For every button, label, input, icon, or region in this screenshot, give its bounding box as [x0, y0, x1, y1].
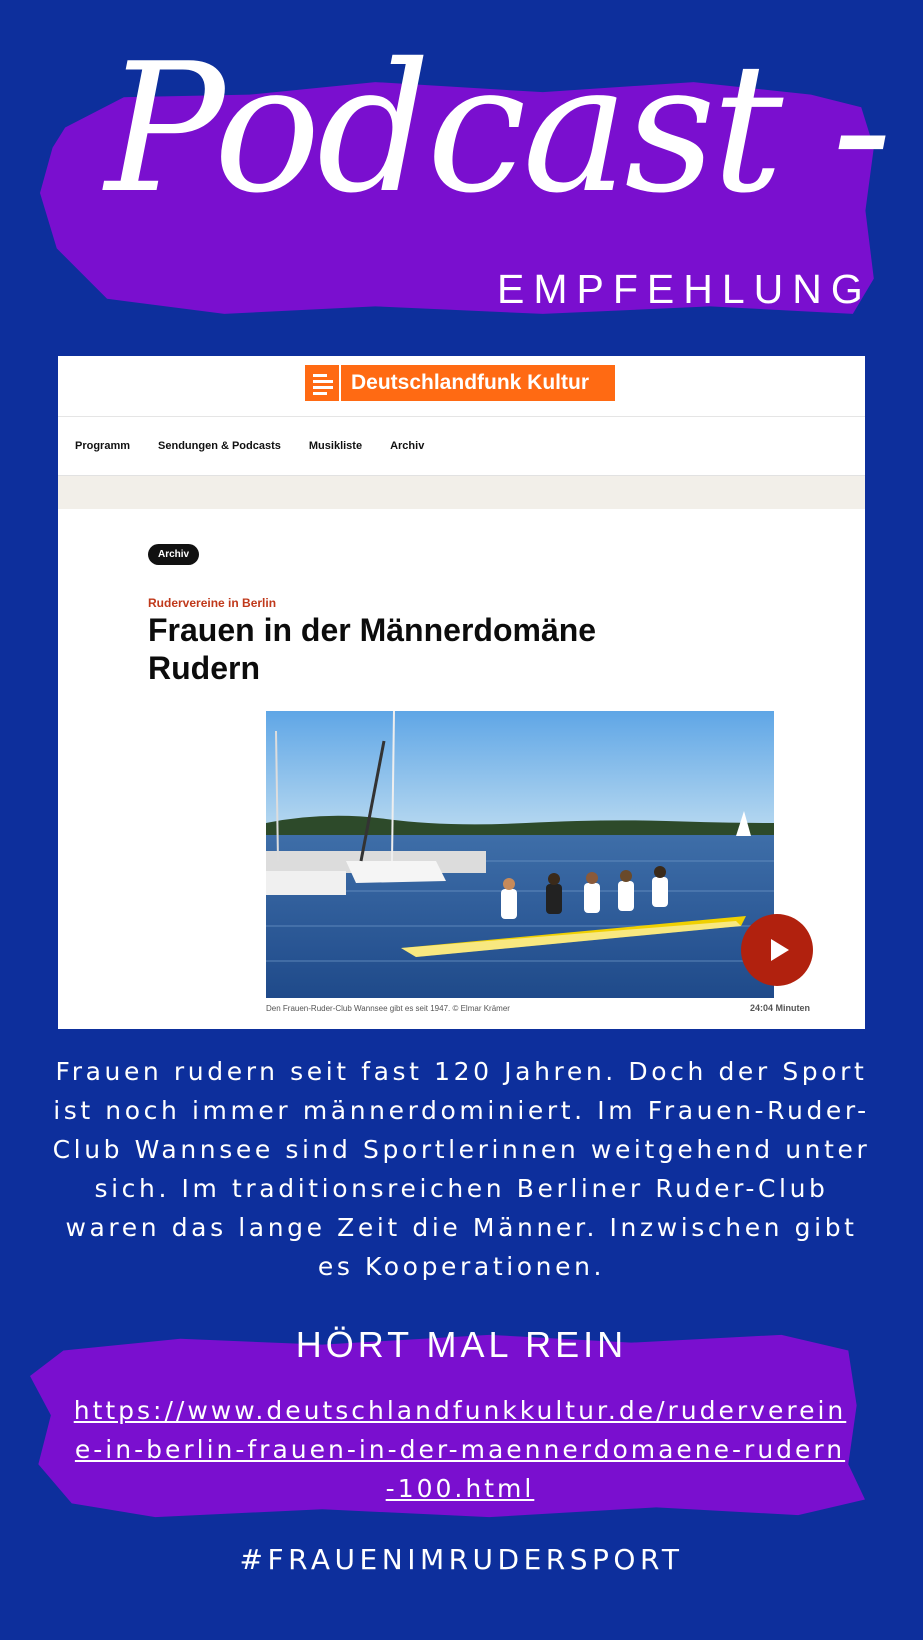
play-icon: [771, 939, 789, 961]
hashtag: #FRAUENIMRUDERSPORT: [239, 1543, 684, 1576]
image-caption: Den Frauen-Ruder-Club Wannsee gibt es seit 1947. © Elmar Krämer: [266, 1004, 510, 1013]
podcast-link[interactable]: https://www.deutschlandfunkkultur.de/rudervereine-in-berlin-frauen-in-der-maennerdomaene-rudern-100.html: [73, 1396, 847, 1503]
archive-badge[interactable]: Archiv: [148, 544, 199, 565]
empfehlung-subtitle: EMPFEHLUNG: [497, 266, 872, 312]
cta-heading: HÖRT MAL REIN: [295, 1324, 628, 1365]
nav-item-sendungen[interactable]: Sendungen & Podcasts: [158, 440, 281, 452]
logo-bars-icon: [305, 365, 341, 401]
rowing-photo: [266, 711, 774, 998]
play-button[interactable]: [741, 914, 813, 986]
podcast-title: Podcast -: [105, 25, 889, 232]
logo-text: Deutschlandfunk Kultur: [351, 371, 590, 394]
nav-item-musikliste[interactable]: Musikliste: [308, 440, 363, 452]
nav-item-programm[interactable]: Programm: [75, 440, 131, 452]
audio-duration: 24:04 Minuten: [749, 1003, 810, 1013]
article-headline: Frauen in der Männerdomäne Rudern: [148, 612, 597, 686]
site-header: [58, 356, 865, 417]
breadcrumb-bar: [58, 476, 865, 509]
article-kicker: Rudervereine in Berlin: [148, 596, 277, 610]
article-screenshot: [58, 356, 865, 1029]
deutschlandfunk-logo[interactable]: [305, 365, 615, 401]
site-nav: [58, 417, 865, 476]
podcast-description: Frauen rudern seit fast 120 Jahren. Doch der Sport ist noch immer männerdominiert. Im Frauen-Ruder-Club Wannsee sind Sportlerinnen weitgehend unter sich. Im traditionsreichen Berliner Ruder-Club waren das lange Zeit die Männer. Inzwischen gibt es Kooperationen.: [52, 1057, 871, 1281]
nav-item-archiv[interactable]: Archiv: [390, 440, 425, 452]
